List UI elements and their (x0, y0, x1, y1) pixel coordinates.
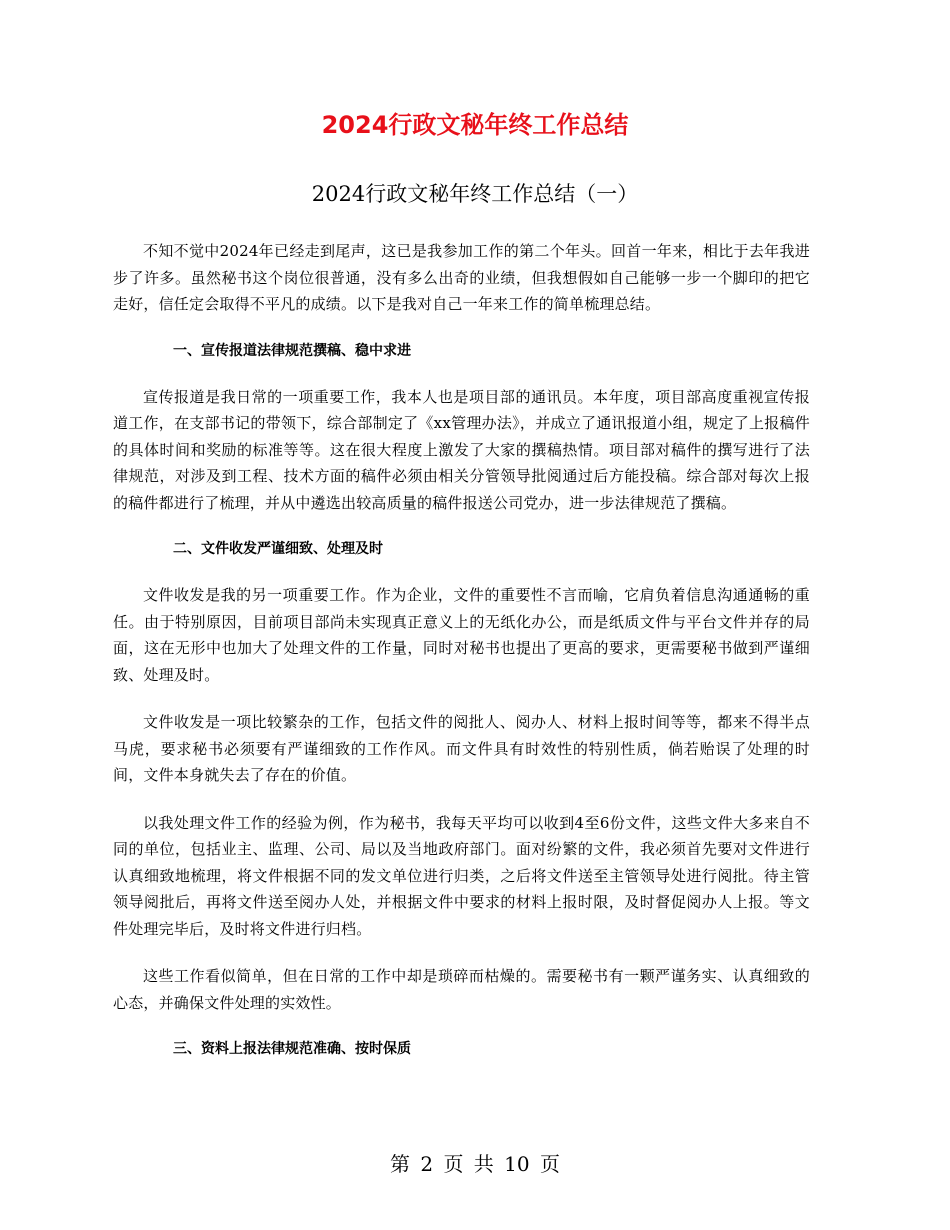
section-heading-2: 二、文件收发严谨细致、处理及时 (173, 541, 383, 557)
document-title: 2024行政文秘年终工作总结 (321, 111, 629, 139)
section-heading-3: 三、资料上报法律规范准确、按时保质 (173, 1041, 411, 1057)
document-subtitle: 2024行政文秘年终工作总结（一） (311, 182, 639, 206)
document-body (113, 238, 810, 1082)
page-number-footer: 第 2 页 共 10 页 (390, 1152, 560, 1176)
paragraph-intro: 不知不觉中2024年已经走到尾声，这已是我参加工作的第二个年头。回首一年来，相比于去年我进步了许多。虽然秘书这个岗位很普通，没有多么出奇的业绩，但我想假如自己能够一步一个脚印的把它走好，信任定会取得不平凡的成绩。以下是我对自己一年来工作的简单梳理总结。 (113, 242, 810, 313)
paragraph-file-handling: 文件收发是我的另一项重要工作。作为企业，文件的重要性不言而喻，它肩负着信息沟通通畅的重任。由于特别原因，目前项目部尚未实现真正意义上的无纸化办公，而是纸质文件与平台文件并存的局面，这在无形中也加大了处理文件的工作量，同时对秘书也提出了更高的要求，更需要秘书做到严谨细致、处理及时。 (113, 586, 810, 684)
paragraph-file-summary: 这些工作看似简单，但在日常的工作中却是琐碎而枯燥的。需要秘书有一颗严谨务实、认真细致的心态，并确保文件处理的实效性。 (113, 967, 810, 1012)
paragraph-file-complexity: 文件收发是一项比较繁杂的工作，包括文件的阅批人、阅办人、材料上报时间等等，都来不得半点马虎，要求秘书必须要有严谨细致的工作作风。而文件具有时效性的特别性质，倘若贻误了处理的时间，文件本身就失去了存在的价值。 (113, 713, 810, 784)
paragraph-publicity: 宣传报道是我日常的一项重要工作，我本人也是项目部的通讯员。本年度，项目部高度重视宣传报道工作，在支部书记的带领下，综合部制定了《xx管理办法》，并成立了通讯报道小组，规定了上报稿件的具体时间和奖励的标准等等。这在很大程度上激发了大家的撰稿热情。项目部对稿件的撰写进行了法律规范，对涉及到工程、技术方面的稿件必须由相关分管领导批阅通过后方能投稿。综合部对每次上报的稿件都进行了梳理，并从中遴选出较高质量的稿件报送公司党办，进一步法律规范了撰稿。 (113, 387, 810, 512)
section-heading-1: 一、宣传报道法律规范撰稿、稳中求进 (173, 342, 411, 359)
paragraph-file-example: 以我处理文件工作的经验为例，作为秘书，我每天平均可以收到4至6份文件，这些文件大多来自不同的单位，包括业主、监理、公司、局以及当地政府部门。面对纷繁的文件，我必须首先要对文件进行认真细致地梳理，将文件根据不同的发文单位进行归类，之后将文件送至主管领导处进行阅批。待主管领导阅批后，再将文件送至阅办人处，并根据文件中要求的材料上报时限，及时督促阅办人上报。等文件处理完毕后，及时将文件进行归档。 (113, 813, 810, 938)
